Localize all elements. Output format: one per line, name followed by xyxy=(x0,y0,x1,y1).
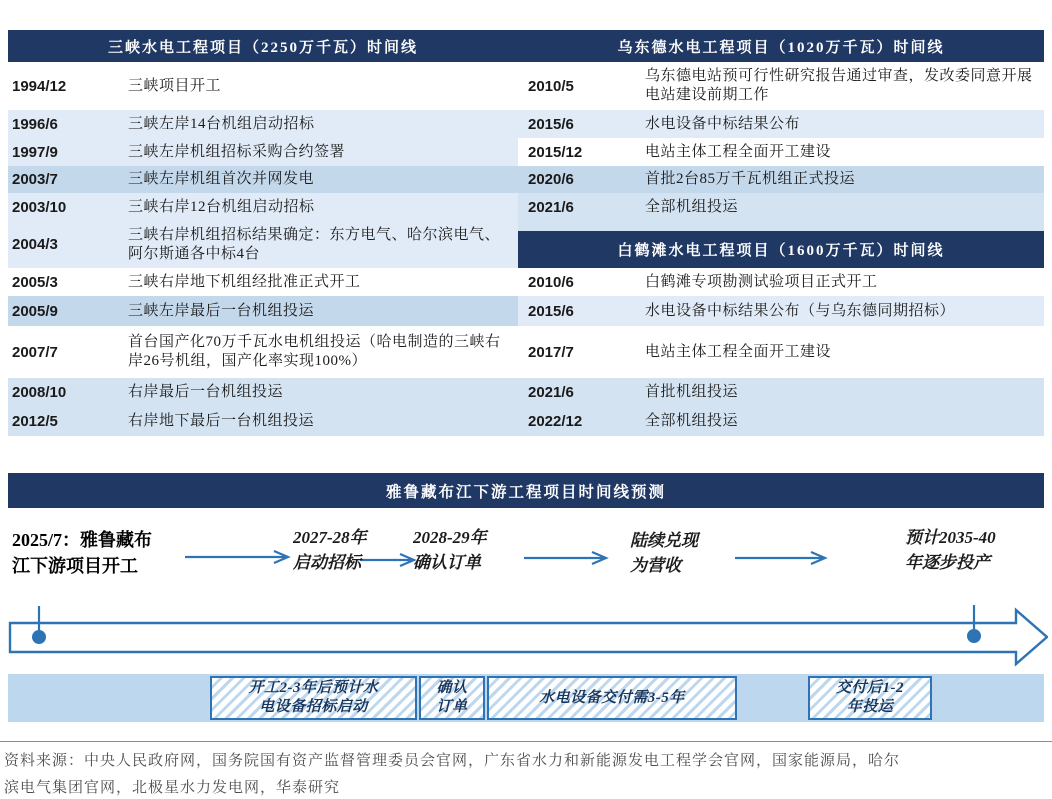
event-date: 1994/12 xyxy=(8,62,128,110)
phase-box xyxy=(487,676,737,720)
forecast-step-line: 预计2035-40 xyxy=(905,528,996,547)
forecast-flow xyxy=(8,508,1044,600)
forecast-step xyxy=(12,527,152,579)
right-arrow-icon xyxy=(360,554,414,566)
event-date: 2015/12 xyxy=(518,138,638,166)
event-description: 三峡左岸最后一台机组投运 xyxy=(128,296,518,326)
event-date: 2007/7 xyxy=(8,326,128,378)
event-description: 三峡左岸机组首次并网发电 xyxy=(128,166,518,193)
event-description: 三峡右岸12台机组启动招标 xyxy=(128,193,518,221)
event-date: 2008/10 xyxy=(8,378,128,407)
event-date: 2021/6 xyxy=(518,193,638,221)
forecast-step-line: 年逐步投产 xyxy=(905,553,990,572)
table-row xyxy=(8,221,1044,268)
event-date: 2012/5 xyxy=(8,407,128,436)
forecast-step-line: 启动招标 xyxy=(293,553,361,572)
table-body xyxy=(8,62,1044,436)
equipment-phase-band xyxy=(8,674,1044,722)
table-header-bar xyxy=(8,30,1044,62)
phase-box-label: 水电设备交付需3-5年 xyxy=(539,689,685,706)
event-description: 三峡项目开工 xyxy=(128,62,518,110)
source-line: 滨电气集团官网，北极星水力发电网，华泰研究 xyxy=(4,780,341,796)
forecast-step-line: 为营收 xyxy=(630,556,681,575)
forecast-step-line: 2025/7：雅鲁藏布 xyxy=(12,530,153,550)
forecast-step xyxy=(293,525,367,575)
right-arrow-icon xyxy=(524,552,606,564)
table-header-baihetan: 白鹤滩水电工程项目（1600万千瓦）时间线 xyxy=(518,221,1044,268)
table-row xyxy=(8,193,1044,221)
table-row xyxy=(8,407,1044,436)
event-description: 水电设备中标结果公布（与乌东德同期招标） xyxy=(638,296,1044,326)
table-row xyxy=(8,268,1044,296)
table-header-wudongde: 乌东德水电工程项目（1020万千瓦）时间线 xyxy=(617,39,945,56)
table-row xyxy=(8,62,1044,110)
event-description: 首批2台85万千瓦机组正式投运 xyxy=(638,166,1044,193)
timeline-arrow-shape xyxy=(10,610,1047,664)
event-date: 2005/3 xyxy=(8,268,128,296)
hydro-project-timeline-table xyxy=(8,30,1044,436)
phase-box-label: 交付后1-2 年投运 xyxy=(836,680,904,715)
event-date: 2015/6 xyxy=(518,110,638,138)
event-date: 1996/6 xyxy=(8,110,128,138)
forecast-step xyxy=(413,525,487,575)
event-description: 三峡左岸机组招标采购合约签署 xyxy=(128,138,518,166)
event-description: 首台国产化70万千瓦水电机组投运（哈电制造的三峡右岸26号机组，国产化率实现100%） xyxy=(128,326,518,378)
event-date: 2003/10 xyxy=(8,193,128,221)
phase-box xyxy=(808,676,932,720)
event-description: 三峡右岸机组招标结果确定：东方电气、哈尔滨电气、阿尔斯通各中标4台 xyxy=(128,221,518,268)
event-date: 2020/6 xyxy=(518,166,638,193)
event-date: 2021/6 xyxy=(518,378,638,407)
forecast-step xyxy=(905,525,996,575)
event-date: 2017/7 xyxy=(518,326,638,378)
table-row xyxy=(8,378,1044,407)
forecast-section-title: 雅鲁藏布江下游工程项目时间线预测 xyxy=(8,473,1044,508)
event-description: 水电设备中标结果公布 xyxy=(638,110,1044,138)
event-description: 全部机组投运 xyxy=(638,193,1044,221)
event-description: 电站主体工程全面开工建设 xyxy=(638,138,1044,166)
phase-box-label: 确认 订单 xyxy=(436,680,468,715)
event-description: 白鹤滩专项勘测试验项目正式开工 xyxy=(638,268,1044,296)
event-description: 电站主体工程全面开工建设 xyxy=(638,326,1044,378)
event-date: 2010/5 xyxy=(518,62,638,110)
figure-root xyxy=(0,30,1052,799)
timeline-milestone-dot-start xyxy=(32,630,46,644)
table-row xyxy=(8,110,1044,138)
event-date: 2022/12 xyxy=(518,407,638,436)
flow-arrows-icon xyxy=(8,508,1044,600)
event-description: 右岸最后一台机组投运 xyxy=(128,378,518,407)
table-row xyxy=(8,326,1044,378)
forecast-step-line: 江下游项目开工 xyxy=(12,556,138,576)
source-note xyxy=(4,748,1046,799)
event-date: 2005/9 xyxy=(8,296,128,326)
event-description: 首批机组投运 xyxy=(638,378,1044,407)
right-arrow-icon xyxy=(735,552,825,564)
event-date: 1997/9 xyxy=(8,138,128,166)
event-date: 2004/3 xyxy=(8,221,128,268)
phase-box xyxy=(210,676,417,720)
table-row xyxy=(8,166,1044,193)
project-timeline-arrow xyxy=(8,600,1048,670)
event-description: 全部机组投运 xyxy=(638,407,1044,436)
event-date: 2003/7 xyxy=(8,166,128,193)
forecast-step-line: 2028-29年 xyxy=(413,528,487,547)
forecast-step-line: 2027-28年 xyxy=(293,528,367,547)
event-description: 右岸地下最后一台机组投运 xyxy=(128,407,518,436)
forecast-step-line: 陆续兑现 xyxy=(630,531,698,550)
right-arrow-icon xyxy=(185,551,288,563)
event-description: 三峡右岸地下机组经批准正式开工 xyxy=(128,268,518,296)
table-header-sanxia: 三峡水电工程项目（2250万千瓦）时间线 xyxy=(107,39,418,56)
event-description: 三峡左岸14台机组启动招标 xyxy=(128,110,518,138)
forecast-step xyxy=(630,528,698,578)
footer-divider xyxy=(0,741,1052,742)
event-date: 2010/6 xyxy=(518,268,638,296)
timeline-milestone-dot-end xyxy=(967,629,981,643)
forecast-step-line: 确认订单 xyxy=(413,553,481,572)
phase-box xyxy=(419,676,485,720)
table-row xyxy=(8,138,1044,166)
table-row xyxy=(8,296,1044,326)
event-description: 乌东德电站预可行性研究报告通过审查，发改委同意开展电站建设前期工作 xyxy=(638,62,1044,110)
source-line: 资料来源：中央人民政府网，国务院国有资产监督管理委员会官网，广东省水力和新能源发电工程学会官网，国家能源局，哈尔 xyxy=(4,753,901,769)
phase-box-label: 开工2-3年后预计水 电设备招标启动 xyxy=(248,680,379,715)
event-date: 2015/6 xyxy=(518,296,638,326)
